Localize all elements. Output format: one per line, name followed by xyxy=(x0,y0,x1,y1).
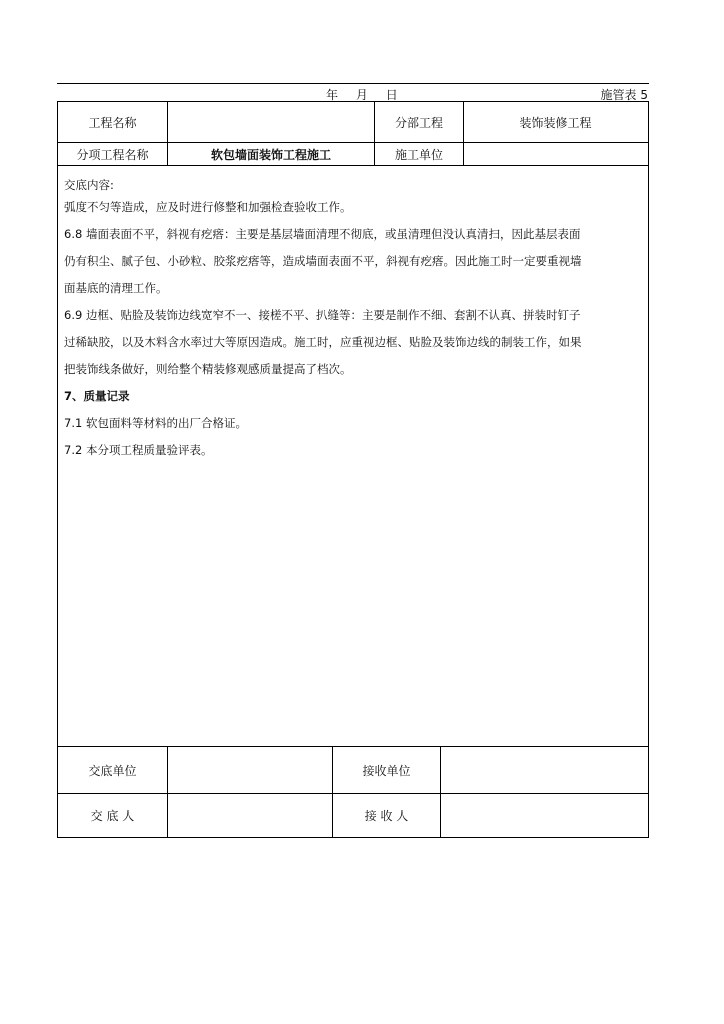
content-line: 把装饰线条做好，则给整个精装修观感质量提高了档次。 xyxy=(64,362,352,376)
content-line: 6.8 墙面表面不平，斜视有疙瘩：主要是基层墙面清理不彻底，或虽清理但没认真清扫，因此基层表面 xyxy=(64,227,581,241)
content-line: 弧度不匀等造成，应及时进行修整和加强检查验收工作。 xyxy=(64,200,352,214)
row-divider xyxy=(58,165,648,166)
record-item: 7.2 本分项工程质量验评表。 xyxy=(64,443,213,457)
content-line: 过稀缺胶，以及木料含水率过大等原因造成。施工时，应重视边框、贴脸及装饰边线的制装工作，如果 xyxy=(64,335,582,349)
section-title: 7、质量记录 xyxy=(64,389,130,403)
disclosure-content xyxy=(64,176,644,464)
issuer-person-field[interactable] xyxy=(168,794,332,837)
receiver-person-label: 接 收 人 xyxy=(364,809,409,823)
content-line: 仍有积尘、腻子包、小砂粒、胶浆疙瘩等，造成墙面表面不平，斜视有疙瘩。因此施工时一定要重视墙 xyxy=(64,254,582,268)
disclosure-form xyxy=(57,101,649,838)
subitem-value: 软包墙面装饰工程施工 xyxy=(210,147,331,162)
issuer-unit-label: 交底单位 xyxy=(88,763,137,778)
receiver-unit-label: 接收单位 xyxy=(362,763,411,778)
content-line: 6.9 边框、贴脸及装饰边线宽窄不一、接槎不平、扒缝等：主要是制作不细、套割不认真、拼装时钉子 xyxy=(64,308,581,322)
subitem-label: 分项工程名称 xyxy=(76,147,149,162)
division-value: 装饰装修工程 xyxy=(519,115,592,130)
header-rule xyxy=(57,83,649,84)
project-name-label: 工程名称 xyxy=(88,115,137,130)
contractor-label: 施工单位 xyxy=(394,147,443,162)
division-label: 分部工程 xyxy=(394,115,443,130)
content-heading: 交底内容: xyxy=(64,178,114,192)
receiver-person-field[interactable] xyxy=(441,794,647,837)
year-label: 年 xyxy=(326,88,339,102)
contractor-field[interactable] xyxy=(464,143,647,165)
content-line: 面基底的清理工作。 xyxy=(64,281,168,295)
receiver-unit-field[interactable] xyxy=(441,747,647,793)
project-name-field[interactable] xyxy=(168,102,374,142)
form-number: 施管表 5 xyxy=(600,88,648,102)
month-label: 月 xyxy=(355,88,368,102)
issuer-person-label: 交 底 人 xyxy=(90,809,135,823)
issuer-unit-field[interactable] xyxy=(168,747,332,793)
record-item: 7.1 软包面料等材料的出厂合格证。 xyxy=(64,416,247,430)
day-label: 日 xyxy=(385,88,398,102)
